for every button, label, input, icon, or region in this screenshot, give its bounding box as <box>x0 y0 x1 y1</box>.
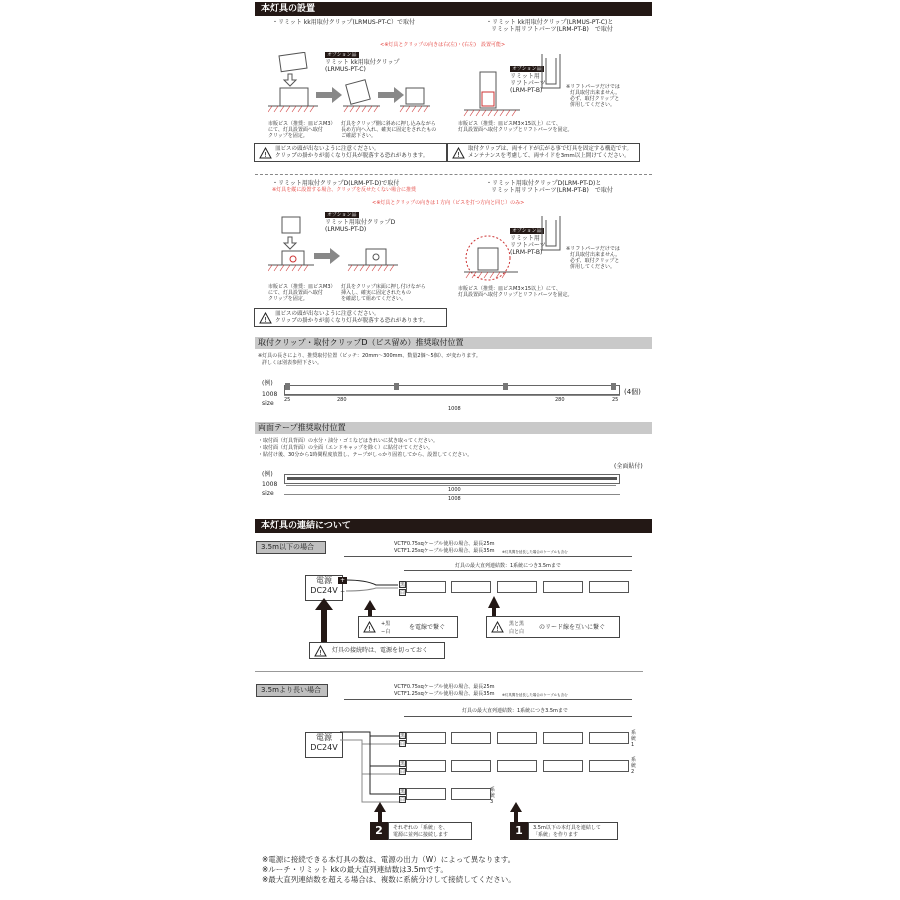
full-surface-label: (全面貼付) <box>614 463 643 470</box>
install-diagram-a <box>268 52 468 132</box>
install-diagram-c <box>268 215 428 285</box>
caption-c1b: にて、灯具設置面へ取付 <box>268 290 323 296</box>
fixture-segment <box>451 732 491 744</box>
size-value: 1008 <box>262 481 278 488</box>
cable-spec-1: VCTF0.75sqケーブル使用の場合、最長25m <box>394 541 495 547</box>
arrow-down-icon <box>284 74 296 86</box>
lift-part-shape-d <box>540 214 564 254</box>
arrow-right-icon <box>314 248 340 264</box>
lift-name1: リミット用 <box>510 73 540 80</box>
install-method-d-2: リミット用リフトパーツ(LRM-PT-B) で取付 <box>491 187 613 194</box>
install-method-a: ・リミット kk用取付クリップ(LRMUS-PT-C）で取付 <box>272 19 415 26</box>
caption-d1: 市販ビス（推奨：皿ビスM3×15以上）にて、 <box>458 286 561 292</box>
arrow-up-icon <box>374 802 386 822</box>
section-title-clip-position: 取付クリップ・取付クリップD（ビス留め）推奨取付位置 <box>255 337 652 349</box>
case-label-long: 3.5mより長い場合 <box>256 684 328 697</box>
vertical-install-note: ※灯具を縦に設置する場合、クリップを反せたくない場合に推奨 <box>272 187 416 193</box>
side-note-d1: ※リフトパーツだけでは <box>566 246 620 252</box>
caption-c2: 灯具をクリップ床面に押し付けながら <box>341 284 426 290</box>
fixture-segment <box>543 581 583 593</box>
caption-c1c: クリップを固定。 <box>268 296 308 302</box>
arrow-up-icon <box>488 596 500 616</box>
caption-a1b: にて、灯具設置面へ取付 <box>268 127 323 133</box>
size-label: size <box>262 490 274 497</box>
fixture-segment <box>497 760 537 772</box>
warning-icon <box>491 621 504 633</box>
lift-code: (LRM-PT-B) <box>510 87 543 94</box>
clip-code: (LRMUS-PT-C) <box>325 66 366 73</box>
caption-a1: 市販ビス（推奨：皿ビスM3） <box>268 121 336 127</box>
max-run-note: 灯具の最大直列連結数：1系統につき3.5mまで <box>462 708 568 714</box>
fixture-segment <box>406 760 446 772</box>
size-label: size <box>262 400 274 407</box>
lift-part-shape <box>540 52 564 92</box>
parallel-wires <box>340 726 406 804</box>
side-note-b2: 灯具取付出来ません。 <box>570 90 621 96</box>
clip-marker <box>611 383 616 390</box>
clipd-name: リミット用取付クリップD <box>325 219 396 226</box>
lift-name2: リフトパーツ <box>510 80 546 87</box>
caption-a2: 灯具をクリップ側に斜めに押し込みながら <box>341 121 436 127</box>
arrow-down-icon <box>284 237 296 249</box>
svg-text:!: ! <box>319 649 323 657</box>
orientation-note-d: <※灯具とクリップの向きは１方向（ビスを打つ方向と同じ）のみ> <box>372 200 525 206</box>
arrow-up-icon <box>510 802 522 822</box>
side-note-b4: 併用してください。 <box>570 102 616 108</box>
connector-black: 黒 <box>400 761 406 767</box>
step-note-2: それぞれの「系統」を、 電源に並列に接続します <box>388 822 472 840</box>
system-2-label: 系統2 <box>631 757 637 775</box>
fixture-segment <box>406 732 446 744</box>
dimension-line <box>284 494 620 495</box>
svg-text:!: ! <box>264 151 268 159</box>
tape-area <box>287 477 617 480</box>
connector-white: 白 <box>400 741 406 747</box>
tape-note-3: ・貼付け後、30分から1時間程度放置し、テープがしっかり固着してから、設置してください。 <box>258 452 473 458</box>
clip-count: (4個) <box>624 388 641 396</box>
side-note-b1: ※リフトパーツだけでは <box>566 84 620 90</box>
dim-280-right: 280 <box>555 397 565 403</box>
fixture-segment <box>406 788 446 800</box>
cable-span-line <box>344 556 632 557</box>
side-note-d3: 必ず、取付クリップと <box>570 258 620 264</box>
tape-note-1: ・取付面（灯具背面）の水分・油分・ゴミなどはきれいに拭き取ってください。 <box>258 438 439 444</box>
install-method-d-1: ・リミット用取付クリップD(LRM-PT-D)と <box>486 180 602 187</box>
caption-a2b: 長め方向へ入れ、確実に固定をされたもの <box>341 127 437 133</box>
example-label: (例) <box>262 471 273 478</box>
caption-c2b: 挿入し、確実に固定されたもの <box>341 290 412 296</box>
caption-b1b: 灯具設置面へ取付クリップとリフトパーツを固定。 <box>458 127 573 133</box>
arrow-up-icon <box>364 600 376 616</box>
option-badge: オプション品 <box>327 52 357 58</box>
tape-note-2: ・取付面（灯具背面）の全面（エンドキャップを除く）に貼付けてください。 <box>258 445 434 451</box>
system-1-label: 系統1 <box>631 730 637 748</box>
supply-wires <box>346 577 400 597</box>
warning-icon <box>259 312 272 324</box>
arrow-right-icon <box>316 87 342 103</box>
cable-note: ※灯具間を延長した場合のケーブルも含む <box>502 550 568 554</box>
option-badge: オプション品 <box>327 212 357 218</box>
fixture-segment <box>451 760 491 772</box>
fixture-strip <box>284 385 620 395</box>
svg-text:!: ! <box>264 316 268 324</box>
warning-icon <box>363 621 376 633</box>
fixture-segment <box>451 788 491 800</box>
install-method-b-1: ・リミット kk用取付クリップ(LRMUS-PT-C)と <box>486 19 614 26</box>
fixture-segment <box>497 581 537 593</box>
clip-marker <box>285 383 290 390</box>
warning-icon <box>314 645 327 657</box>
power-off-note: ! 灯具の接続時は、電源を切っておく <box>309 642 445 659</box>
fixture-segment <box>543 760 583 772</box>
warning-box-a: ! 皿ビスの頭が出ないように注意ください。 クリップの掛かりが弱くなり灯具が脱落する恐れがあります。 <box>254 143 447 162</box>
dimension-line <box>286 485 616 486</box>
divider <box>255 174 652 175</box>
dim-total: 1008 <box>448 406 461 412</box>
side-note-b3: 必ず、取付クリップと <box>570 96 620 102</box>
lift-name2-d: リフトパーツ <box>510 242 546 249</box>
tape-length: 1000 <box>448 487 461 493</box>
plus-terminal: + <box>339 577 346 584</box>
connector-black: 黒 <box>400 733 406 739</box>
footnote-3: ※最大直列連結数を超える場合は、複数に系統分けして接続してください。 <box>262 875 516 884</box>
option-badge: オプション品 <box>512 228 542 234</box>
step-note-1: 3.5m以下の本灯具を連結して 「系統」を作ります <box>528 822 618 840</box>
cable-spec-1: VCTF0.75sqケーブル使用の場合、最長25m <box>394 684 495 690</box>
step-number-1: 1 <box>510 822 528 840</box>
caption-d1b: 灯具設置面へ取付クリップとリフトパーツを固定。 <box>458 292 573 298</box>
option-badge: オプション品 <box>512 66 542 72</box>
orientation-note: <※灯具とクリップの向きは右(左)・(右左) 設置可能> <box>380 42 506 48</box>
clip-marker <box>503 383 508 390</box>
side-note-d4: 併用してください。 <box>570 264 616 270</box>
clip-marker <box>394 383 399 390</box>
section-title-connection: 本灯具の連結について <box>255 519 652 533</box>
svg-text:!: ! <box>368 625 372 633</box>
install-method-b-2: リミット用リフトパーツ(LRM-PT-B) で取付 <box>491 26 613 33</box>
lift-name1-d: リミット用 <box>510 235 540 242</box>
dim-25-left: 25 <box>284 397 291 403</box>
dimension-line <box>284 395 620 396</box>
caption-c2c: を確認して組めてください。 <box>341 296 407 302</box>
example-label: (例) <box>262 380 273 387</box>
power-supply: 電源 DC24V <box>305 732 343 758</box>
fixture-segment <box>589 732 629 744</box>
fixture-segment <box>589 581 629 593</box>
warning-icon <box>452 147 465 159</box>
minus-terminal: − <box>339 588 346 595</box>
side-note-d2: 灯具取付出来ません。 <box>570 252 621 258</box>
section-title-tape-position: 両面テープ推奨取付位置 <box>255 422 652 434</box>
step-number-2: 2 <box>370 822 388 840</box>
dim-25-right: 25 <box>612 397 619 403</box>
system-3-label: 系統3 <box>490 787 496 805</box>
case-label-short: 3.5m以下の場合 <box>256 541 326 554</box>
fixture-segment <box>589 760 629 772</box>
section-title-installation: 本灯具の設置 <box>255 2 652 16</box>
caption-a1c: クリップを固定。 <box>268 133 308 139</box>
clipd-code: (LRMUS-PT-D) <box>325 226 367 233</box>
connector-white: 白 <box>400 797 406 803</box>
clip-pitch-note-2: 詳しくは別表参照下さい。 <box>262 360 323 366</box>
size-value: 1008 <box>262 391 278 398</box>
run-span-line <box>404 716 632 717</box>
fixture-segment <box>406 581 446 593</box>
connector-white: 白 <box>400 769 406 775</box>
cable-note: ※灯具間を延長した場合のケーブルも含む <box>502 693 568 697</box>
lift-diagram-d <box>462 232 522 284</box>
svg-text:!: ! <box>496 625 500 633</box>
clip-pitch-note: ※灯具の長さにより、推奨取付位置（ピッチ：20mm〜300mm、数量2個〜5個）、が変わります。 <box>258 353 481 359</box>
connector-black: 黒 <box>400 789 406 795</box>
connector-white: 白 <box>400 590 406 596</box>
warning-box-c: ! 皿ビスの頭が出ないように注意ください。 クリップの掛かりが弱くなり灯具が脱落する恐れがあります。 <box>254 308 447 327</box>
fixture-segment <box>497 732 537 744</box>
fixture-segment <box>451 581 491 593</box>
fixture-segment <box>543 732 583 744</box>
run-span-line <box>404 570 632 571</box>
install-method-c: ・リミット用取付クリップD(LRM-PT-D)で取付 <box>272 180 400 187</box>
power-supply: 電源 DC24V <box>305 575 343 601</box>
connector-black: 黒 <box>400 582 406 588</box>
max-run-note: 灯具の最大直列連結数：1系統につき3.5mまで <box>455 563 561 569</box>
pointer-arrows-2 <box>370 800 530 824</box>
warning-icon <box>259 147 272 159</box>
divider <box>255 671 643 672</box>
clip-name: リミット kk用取付クリップ <box>325 59 400 66</box>
caption-a2c: ご確認下さい。 <box>341 133 377 139</box>
lift-diagram-b <box>462 62 522 122</box>
caption-c1: 市販ビス（推奨：皿ビスM3） <box>268 284 336 290</box>
wire-connect-note: ! +黒 −白 を電線で繋ぐ <box>358 616 458 638</box>
arrow-right-icon <box>378 87 404 103</box>
svg-text:!: ! <box>457 151 461 159</box>
caption-b1: 市販ビス（推奨：皿ビスM3×15以上）にて、 <box>458 121 561 127</box>
cable-spec-2: VCTF1.25sqケーブル使用の場合、最長35m <box>394 691 495 697</box>
lead-connect-note: ! 黒と黒 白と白 のリード線を互いに繋ぐ <box>486 616 620 638</box>
dim-280-left: 280 <box>337 397 347 403</box>
warning-box-b: ! 取付クリップは、両サイドが広がる事で灯具を固定する構造です。 メンテナンスを考慮して、両サイドを3mm以上開けてください。 <box>447 143 640 162</box>
tape-total: 1008 <box>448 496 461 502</box>
footnote-1: ※電源に接続できる本灯具の数は、電源の出力（W）によって異なります。 <box>262 855 516 864</box>
lift-code-d: (LRM-PT-B) <box>510 249 543 256</box>
cable-span-line <box>344 699 632 700</box>
cable-spec-2: VCTF1.25sqケーブル使用の場合、最長35m <box>394 548 495 554</box>
footnote-2: ※ルーチ・リミット kkの最大直列連結数は3.5mです。 <box>262 865 448 874</box>
